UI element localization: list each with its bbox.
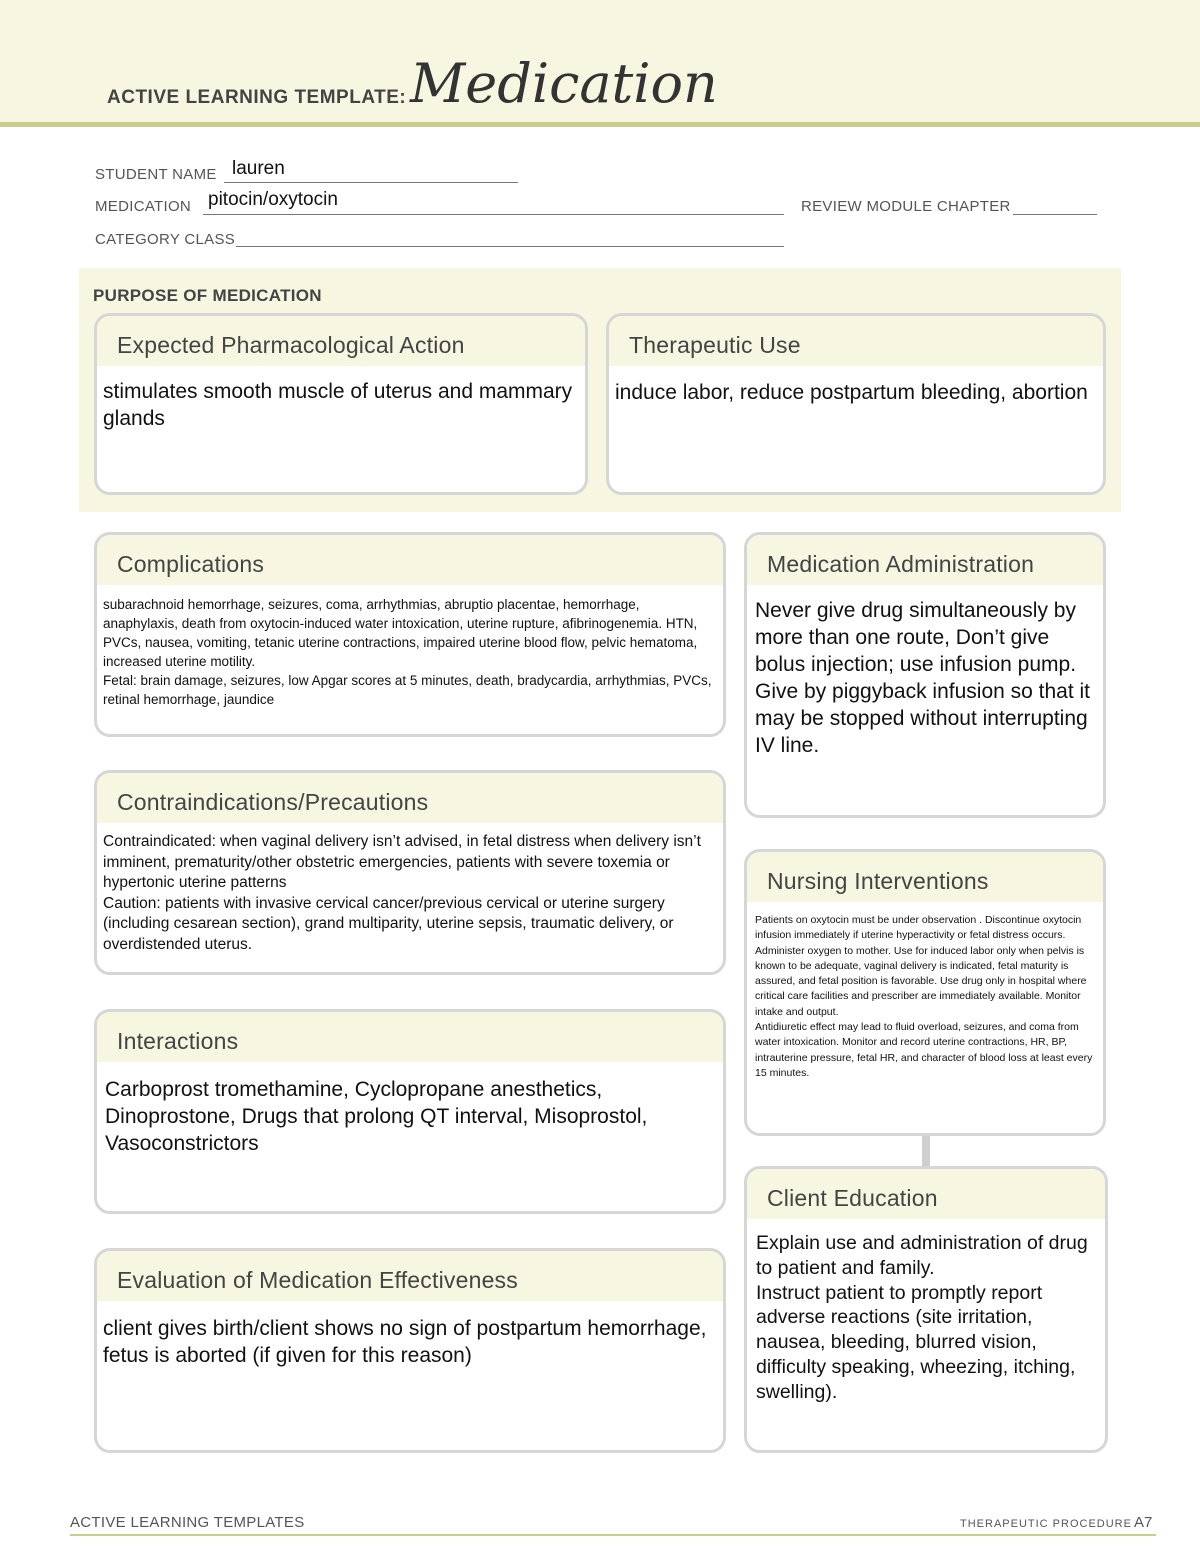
nursing-interventions-text[interactable]: Patients on oxytocin must be under observation . Discontinue oxytocin infusion immediately if uterine hyperactivity or fetal distress occurs. Administer oxygen to mother. Use for induced labor only when pelvis is known to be adequate, vaginal delivery is indicated, fetal maturity is assured, and fetal position is favorable. Use drug only in hospital where critical care facilities and prescriber are immediately available. Monitor intake and output. Antidiuretic effect may lead to fluid overload, seizures, and coma from water intoxication. Monitor and record uterine contractions, HR, BP, intrauterine pressure, fetal HR, and character of blood loss at least every 15 minutes. bbox=[755, 914, 1093, 1079]
contraindications-box bbox=[94, 770, 726, 975]
evaluation-box bbox=[94, 1248, 726, 1453]
category-class-label: CATEGORY CLASS bbox=[95, 231, 236, 248]
footer-right-label: THERAPEUTIC PROCEDURE bbox=[960, 1518, 1132, 1530]
footer-left-label: ACTIVE LEARNING TEMPLATES bbox=[70, 1514, 305, 1531]
interactions-heading: Interactions bbox=[97, 1012, 723, 1062]
interactions-box bbox=[94, 1009, 726, 1214]
review-module-label: REVIEW MODULE CHAPTER bbox=[801, 198, 1011, 215]
contraindications-text[interactable]: Contraindicated: when vaginal delivery isn’t advised, in fetal distress when delivery isn’t imminent, prematurity/other obstetric emergencies, patients with severe toxemia or hypertonic uterine patterns Caution: patients with invasive cervical cancer/previous cervical or uterine surgery (including cesarean section), grand multiparity, uterine sepsis, traumatic delivery, or overdistended uterus. bbox=[103, 833, 701, 953]
evaluation-text[interactable]: client gives birth/client shows no sign of postpartum hemorrhage, fetus is aborted (if given for this reason) bbox=[103, 1317, 707, 1367]
medication-administration-heading: Medication Administration bbox=[747, 535, 1103, 585]
student-name-label: STUDENT NAME bbox=[95, 166, 217, 183]
contraindications-heading: Contraindications/Precautions bbox=[97, 773, 723, 823]
expected-action-box bbox=[94, 313, 588, 495]
header-divider bbox=[0, 122, 1200, 127]
student-name-value[interactable]: lauren bbox=[232, 158, 285, 179]
complications-text[interactable]: subarachnoid hemorrhage, seizures, coma, arrhythmias, abruptio placentae, hemorrhage, anaphylaxis, death from oxytocin-induced water intoxication, uterine rupture, afibrinogenemia. HTN, PVCs, nausea, vomiting, tetanic uterine contractions, impaired uterine blood flow, pelvic hematoma, increased uterine motility. Fetal: brain damage, seizures, low Apgar scores at 5 minutes, death, bradycardia, arrhythmias, PVCs, retinal hemorrhage, jaundice bbox=[103, 597, 712, 707]
medication-line bbox=[203, 214, 784, 215]
medication-administration-text[interactable]: Never give drug simultaneously by more than one route, Don’t give bolus injection; use infusion pump. Give by piggyback infusion so that it may be stopped without interrupting IV line. bbox=[755, 599, 1091, 757]
template-title: Medication bbox=[410, 52, 718, 115]
footer-page-number: A7 bbox=[1134, 1514, 1153, 1531]
purpose-title: PURPOSE OF MEDICATION bbox=[93, 286, 322, 305]
category-class-line[interactable] bbox=[236, 246, 784, 247]
medication-label: MEDICATION bbox=[95, 198, 192, 215]
expected-action-heading: Expected Pharmacological Action bbox=[97, 316, 585, 366]
footer-divider bbox=[70, 1534, 1156, 1536]
therapeutic-use-box bbox=[606, 313, 1106, 495]
box-connector bbox=[922, 1136, 930, 1166]
client-education-heading: Client Education bbox=[747, 1169, 1105, 1219]
review-module-line[interactable] bbox=[1013, 214, 1097, 215]
therapeutic-use-text[interactable]: induce labor, reduce postpartum bleeding, abortion bbox=[615, 381, 1088, 404]
medication-administration-box bbox=[744, 532, 1106, 818]
nursing-interventions-heading: Nursing Interventions bbox=[747, 852, 1103, 902]
complications-heading: Complications bbox=[97, 535, 723, 585]
therapeutic-use-heading: Therapeutic Use bbox=[609, 316, 1103, 366]
medication-value[interactable]: pitocin/oxytocin bbox=[208, 189, 338, 210]
evaluation-heading: Evaluation of Medication Effectiveness bbox=[97, 1251, 723, 1301]
interactions-text[interactable]: Carboprost tromethamine, Cyclopropane anesthetics, Dinoprostone, Drugs that prolong QT interval, Misoprostol, Vasoconstrictors bbox=[105, 1078, 648, 1155]
complications-box bbox=[94, 532, 726, 737]
client-education-text[interactable]: Explain use and administration of drug to patient and family. Instruct patient to promptly report adverse reactions (site irritation, nausea, bleeding, blurred vision, difficulty speaking, wheezing, itching, swelling). bbox=[756, 1232, 1088, 1403]
expected-action-text[interactable]: stimulates smooth muscle of uterus and mammary glands bbox=[103, 380, 573, 430]
student-name-line bbox=[224, 182, 518, 183]
client-education-box bbox=[744, 1166, 1108, 1453]
template-label: ACTIVE LEARNING TEMPLATE: bbox=[107, 87, 407, 108]
nursing-interventions-box bbox=[744, 849, 1106, 1136]
